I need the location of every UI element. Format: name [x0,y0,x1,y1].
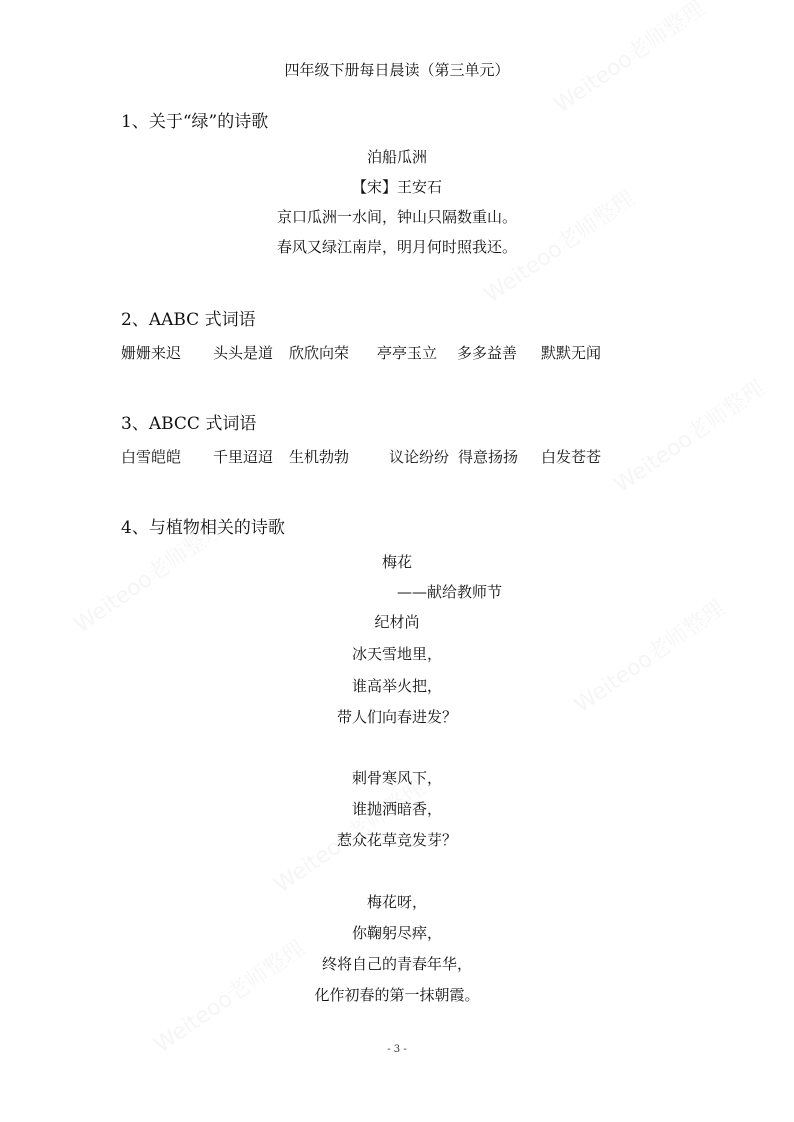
section-heading-1: 1、关于“绿”的诗歌 [121,112,269,132]
idiom-word: 议论纷纷 [389,448,450,466]
idiom-word: 白雪皑皑 [121,448,182,466]
section-heading-4: 4、与植物相关的诗歌 [121,518,285,538]
idiom-word: 亭亭玉立 [377,344,438,362]
poem-line: 春风又绿江南岸，明月何时照我还。 [276,238,517,256]
poem-line: 你鞠躬尽瘁， [351,924,442,942]
poem-author: 【宋】王安石 [351,178,442,196]
poem-dedication: ——献给教师节 [397,583,503,601]
poem-line: 谁高举火把， [351,677,442,695]
poem-line: 刺骨寒风下， [351,769,442,787]
poem-line: 梅花呀， [366,893,427,911]
idiom-word: 默默无闻 [541,344,602,362]
poem-line: 带人们向春进发？ [336,708,457,726]
poem-line: 惹众花草竞发芽？ [336,831,457,849]
poem-title: 梅花 [381,553,412,571]
poem-author: 纪材尚 [374,613,420,631]
idiom-word: 生机勃勃 [289,448,350,466]
poem-title: 泊船瓜洲 [366,148,427,166]
idiom-word: 姗姗来迟 [121,344,182,362]
poem-line: 谁抛洒暗香， [351,800,442,818]
idiom-word: 多多益善 [457,344,518,362]
poem-line: 冰天雪地里， [351,645,442,663]
idiom-word: 欣欣向荣 [289,344,350,362]
idiom-word: 得意扬扬 [458,448,519,466]
page-number: - 3 - [387,1044,407,1055]
page-title: 四年级下册每日晨读（第三单元） [284,61,510,79]
section-heading-2: 2、AABC 式词语 [121,310,256,330]
idiom-word: 白发苍苍 [541,448,602,466]
poem-line: 终将自己的青春年华， [321,955,472,973]
section-heading-3: 3、ABCC 式词语 [121,414,257,434]
poem-line: 京口瓜洲一水间，钟山只隔数重山。 [276,208,517,226]
watermark [607,372,770,499]
idiom-word: 头头是道 [213,344,274,362]
idiom-word: 千里迢迢 [213,448,274,466]
poem-line: 化作初春的第一抹朝霞。 [314,986,480,1004]
